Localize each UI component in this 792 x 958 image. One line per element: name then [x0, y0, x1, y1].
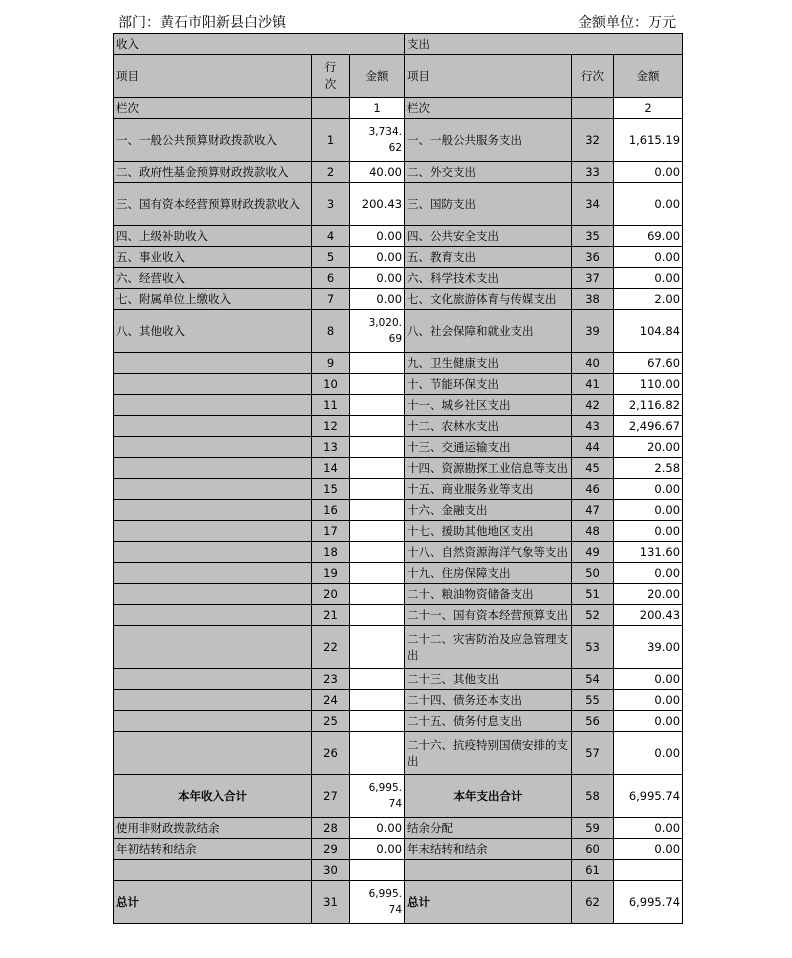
income-item [114, 732, 312, 775]
expense-row-no: 32 [572, 119, 614, 162]
income-row-no: 10 [312, 374, 350, 395]
expense-row-no: 37 [572, 268, 614, 289]
expense-row-no: 43 [572, 416, 614, 437]
income-amount [350, 775, 405, 818]
amount-unit-label: 金额单位：万元 [578, 15, 676, 31]
income-amount: 0.00 [350, 289, 405, 310]
col-index-empty [312, 98, 350, 119]
expense-amount: 2.58 [614, 458, 683, 479]
expense-row-no: 41 [572, 374, 614, 395]
expense-row-no: 40 [572, 353, 614, 374]
income-row-no: 5 [312, 247, 350, 268]
income-amount-header: 金额 [350, 55, 405, 98]
income-row-no: 23 [312, 669, 350, 690]
income-amount [350, 542, 405, 563]
income-item: 七、附属单位上缴收入 [114, 289, 312, 310]
expense-item: 十三、交通运输支出 [405, 437, 572, 458]
income-row-no: 6 [312, 268, 350, 289]
income-item [114, 584, 312, 605]
expense-amount: 0.00 [614, 268, 683, 289]
expense-section-header: 支出 [405, 34, 683, 55]
income-amount [350, 732, 405, 775]
expense-row-no: 61 [572, 860, 614, 881]
income-row-no: 15 [312, 479, 350, 500]
income-amount: 200.43 [350, 183, 405, 226]
income-amount-value: 6,995.74 [368, 782, 403, 810]
income-row-no: 1 [312, 119, 350, 162]
expense-amount: 0.00 [614, 162, 683, 183]
expense-row-no: 38 [572, 289, 614, 310]
income-item-header: 项目 [114, 55, 312, 98]
expense-item: 二十三、其他支出 [405, 669, 572, 690]
expense-item: 一、一般公共服务支出 [405, 119, 572, 162]
expense-item: 十一、城乡社区支出 [405, 395, 572, 416]
expense-row-no: 35 [572, 226, 614, 247]
income-amount [350, 521, 405, 542]
income-item [114, 500, 312, 521]
income-row-no: 9 [312, 353, 350, 374]
expense-item: 二十六、抗疫特别国债安排的支出 [405, 732, 572, 775]
income-amount: 0.00 [350, 839, 405, 860]
expense-row-no-header: 行次 [572, 55, 614, 98]
income-amount [350, 353, 405, 374]
income-row-no: 30 [312, 860, 350, 881]
income-item: 总计 [114, 881, 312, 924]
expense-amount: 6,995.74 [614, 881, 683, 924]
expense-amount-header: 金额 [614, 55, 683, 98]
expense-row-no: 47 [572, 500, 614, 521]
income-item [114, 416, 312, 437]
expense-amount: 0.00 [614, 669, 683, 690]
expense-row-no: 48 [572, 521, 614, 542]
income-row-no: 27 [312, 775, 350, 818]
expense-row-no: 44 [572, 437, 614, 458]
income-item [114, 860, 312, 881]
income-amount [350, 500, 405, 521]
income-amount-value: 6,995.74 [368, 888, 403, 916]
income-amount [350, 437, 405, 458]
expense-item: 二十二、灾害防治及应急管理支出 [405, 626, 572, 669]
expense-item: 结余分配 [405, 818, 572, 839]
expense-row-no: 50 [572, 563, 614, 584]
expense-amount: 0.00 [614, 521, 683, 542]
income-item: 八、其他收入 [114, 310, 312, 353]
income-amount: 0.00 [350, 226, 405, 247]
income-amount [350, 563, 405, 584]
expense-item: 九、卫生健康支出 [405, 353, 572, 374]
expense-amount: 6,995.74 [614, 775, 683, 818]
income-row-no: 25 [312, 711, 350, 732]
expense-amount: 0.00 [614, 711, 683, 732]
income-row-no: 7 [312, 289, 350, 310]
income-amount [350, 119, 405, 162]
expense-amount: 0.00 [614, 839, 683, 860]
expense-item: 二十五、债务付息支出 [405, 711, 572, 732]
expense-item [405, 860, 572, 881]
expense-amount: 1,615.19 [614, 119, 683, 162]
income-item [114, 521, 312, 542]
expense-item: 十、节能环保支出 [405, 374, 572, 395]
budget-table [113, 33, 683, 924]
expense-row-no: 55 [572, 690, 614, 711]
income-item: 五、事业收入 [114, 247, 312, 268]
expense-amount: 0.00 [614, 563, 683, 584]
row-no-header-text: 行次 [324, 60, 337, 91]
expense-row-no: 62 [572, 881, 614, 924]
expense-amount: 0.00 [614, 732, 683, 775]
col-index-label: 栏次 [114, 98, 312, 119]
expense-item: 十四、资源勘探工业信息等支出 [405, 458, 572, 479]
income-section-header: 收入 [114, 34, 405, 55]
expense-row-no: 58 [572, 775, 614, 818]
expense-row-no: 52 [572, 605, 614, 626]
income-row-no: 17 [312, 521, 350, 542]
expense-row-no: 57 [572, 732, 614, 775]
income-row-no: 20 [312, 584, 350, 605]
expense-amount: 20.00 [614, 584, 683, 605]
expense-amount: 110.00 [614, 374, 683, 395]
income-amount: 0.00 [350, 268, 405, 289]
expense-item: 十八、自然资源海洋气象等支出 [405, 542, 572, 563]
expense-item-header: 项目 [405, 55, 572, 98]
income-item [114, 374, 312, 395]
income-row-no: 22 [312, 626, 350, 669]
expense-item: 八、社会保障和就业支出 [405, 310, 572, 353]
expense-item: 十九、住房保障支出 [405, 563, 572, 584]
income-amount [350, 458, 405, 479]
expense-amount: 200.43 [614, 605, 683, 626]
income-row-no: 26 [312, 732, 350, 775]
department-label: 部门：黄石市阳新县白沙镇 [118, 15, 286, 31]
expense-row-no: 49 [572, 542, 614, 563]
income-row-no: 29 [312, 839, 350, 860]
income-row-no: 18 [312, 542, 350, 563]
income-item: 二、政府性基金预算财政拨款收入 [114, 162, 312, 183]
expense-amount: 0.00 [614, 183, 683, 226]
expense-item: 十七、援助其他地区支出 [405, 521, 572, 542]
expense-amount: 0.00 [614, 690, 683, 711]
income-amount [350, 584, 405, 605]
income-row-no: 4 [312, 226, 350, 247]
expense-row-no: 53 [572, 626, 614, 669]
income-item [114, 563, 312, 584]
income-amount: 0.00 [350, 818, 405, 839]
income-item [114, 437, 312, 458]
expense-item: 二十一、国有资本经营预算支出 [405, 605, 572, 626]
income-amount [350, 626, 405, 669]
income-item [114, 479, 312, 500]
expense-item: 二十、粮油物资储备支出 [405, 584, 572, 605]
income-item [114, 542, 312, 563]
income-item [114, 669, 312, 690]
expense-amount: 2,496.67 [614, 416, 683, 437]
income-item [114, 711, 312, 732]
expense-item: 七、文化旅游体育与传媒支出 [405, 289, 572, 310]
expense-amount: 131.60 [614, 542, 683, 563]
expense-row-no: 46 [572, 479, 614, 500]
col-index-expense: 2 [614, 98, 683, 119]
expense-row-no: 60 [572, 839, 614, 860]
income-item [114, 458, 312, 479]
expense-item: 年末结转和结余 [405, 839, 572, 860]
income-amount [350, 605, 405, 626]
income-amount [350, 479, 405, 500]
income-row-no: 31 [312, 881, 350, 924]
income-row-no: 16 [312, 500, 350, 521]
expense-amount: 0.00 [614, 247, 683, 268]
expense-amount: 67.60 [614, 353, 683, 374]
expense-amount: 2.00 [614, 289, 683, 310]
expense-item: 六、科学技术支出 [405, 268, 572, 289]
income-row-no: 19 [312, 563, 350, 584]
income-item: 六、经营收入 [114, 268, 312, 289]
income-amount: 40.00 [350, 162, 405, 183]
expense-item: 四、公共安全支出 [405, 226, 572, 247]
income-row-no: 24 [312, 690, 350, 711]
income-amount [350, 711, 405, 732]
expense-amount: 0.00 [614, 500, 683, 521]
income-item: 一、一般公共预算财政拨款收入 [114, 119, 312, 162]
expense-row-no: 51 [572, 584, 614, 605]
expense-amount: 69.00 [614, 226, 683, 247]
income-row-no: 3 [312, 183, 350, 226]
expense-item: 本年支出合计 [405, 775, 572, 818]
expense-row-no: 34 [572, 183, 614, 226]
income-amount [350, 395, 405, 416]
income-item: 本年收入合计 [114, 775, 312, 818]
income-item [114, 353, 312, 374]
income-amount-value: 3,020.69 [368, 317, 403, 345]
expense-item: 二十四、债务还本支出 [405, 690, 572, 711]
expense-item: 十六、金融支出 [405, 500, 572, 521]
income-item: 四、上级补助收入 [114, 226, 312, 247]
expense-item: 五、教育支出 [405, 247, 572, 268]
income-row-no: 14 [312, 458, 350, 479]
income-amount [350, 310, 405, 353]
income-amount [350, 416, 405, 437]
income-row-no: 28 [312, 818, 350, 839]
income-item: 使用非财政拨款结余 [114, 818, 312, 839]
income-amount [350, 881, 405, 924]
income-row-no: 2 [312, 162, 350, 183]
income-amount [350, 374, 405, 395]
income-item [114, 690, 312, 711]
expense-amount: 104.84 [614, 310, 683, 353]
income-row-no: 8 [312, 310, 350, 353]
col-index-label-expense: 栏次 [405, 98, 572, 119]
income-row-no-header [312, 55, 350, 98]
expense-row-no: 42 [572, 395, 614, 416]
income-row-no: 13 [312, 437, 350, 458]
expense-amount: 39.00 [614, 626, 683, 669]
income-item [114, 605, 312, 626]
income-amount-value: 3,734.62 [368, 126, 403, 154]
expense-amount: 0.00 [614, 479, 683, 500]
income-row-no: 21 [312, 605, 350, 626]
expense-amount: 2,116.82 [614, 395, 683, 416]
income-amount: 0.00 [350, 247, 405, 268]
expense-item: 十二、农林水支出 [405, 416, 572, 437]
income-row-no: 12 [312, 416, 350, 437]
income-item: 年初结转和结余 [114, 839, 312, 860]
income-amount [350, 690, 405, 711]
expense-amount: 0.00 [614, 818, 683, 839]
expense-row-no: 56 [572, 711, 614, 732]
income-item [114, 395, 312, 416]
expense-row-no: 36 [572, 247, 614, 268]
expense-item: 二、外交支出 [405, 162, 572, 183]
income-item: 三、国有资本经营预算财政拨款收入 [114, 183, 312, 226]
expense-row-no: 33 [572, 162, 614, 183]
col-index-income: 1 [350, 98, 405, 119]
expense-amount: 20.00 [614, 437, 683, 458]
expense-row-no: 54 [572, 669, 614, 690]
income-row-no: 11 [312, 395, 350, 416]
income-amount [350, 860, 405, 881]
expense-amount [614, 860, 683, 881]
expense-item: 十五、商业服务业等支出 [405, 479, 572, 500]
expense-row-no: 45 [572, 458, 614, 479]
expense-item: 总计 [405, 881, 572, 924]
income-amount [350, 669, 405, 690]
expense-row-no: 59 [572, 818, 614, 839]
expense-item: 三、国防支出 [405, 183, 572, 226]
income-item [114, 626, 312, 669]
expense-row-no: 39 [572, 310, 614, 353]
col-index-empty-expense [572, 98, 614, 119]
